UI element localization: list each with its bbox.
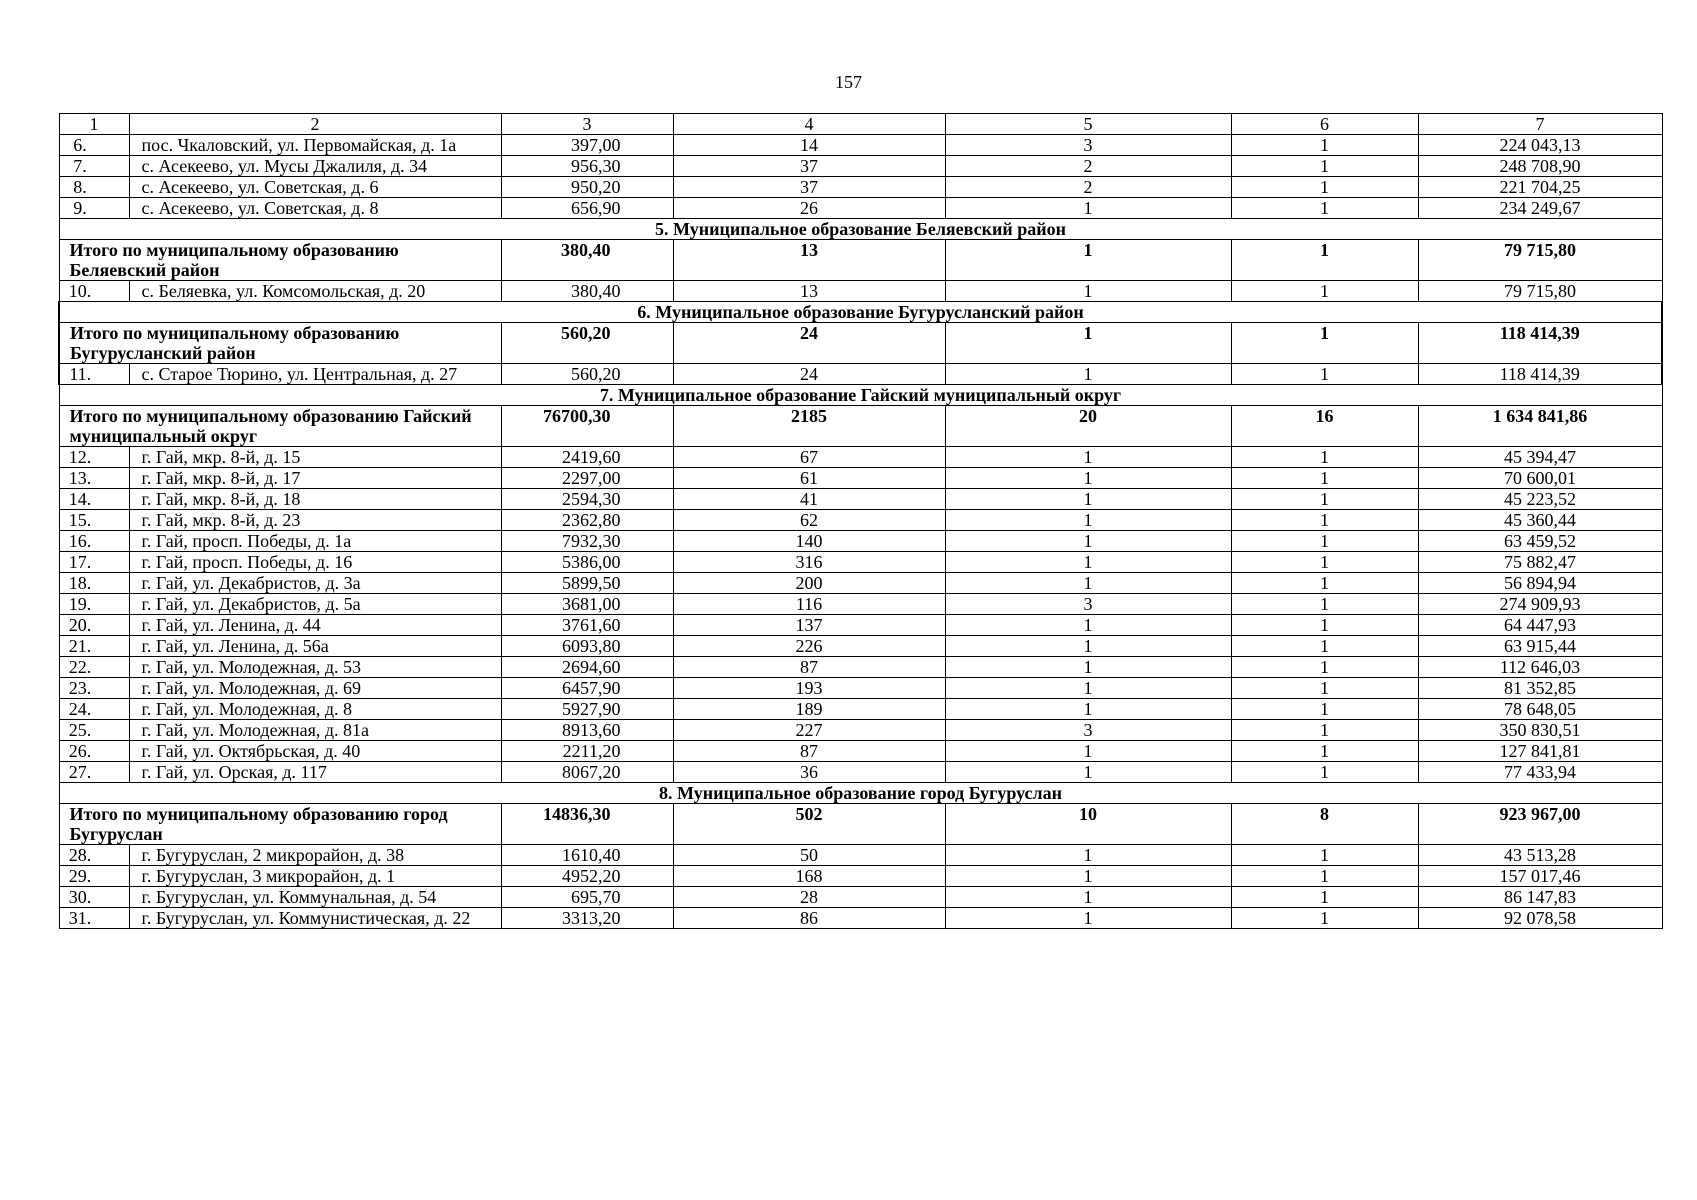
- row-address: г. Гай, ул. Декабристов, д. 3а: [129, 573, 501, 594]
- cell-col6: 1: [1231, 281, 1418, 302]
- cell-col4: 37: [673, 156, 945, 177]
- row-number: 6.: [59, 135, 129, 156]
- row-number: 18.: [59, 573, 129, 594]
- row-address: с. Асекеево, ул. Советская, д. 8: [129, 198, 501, 219]
- row-number: 21.: [59, 636, 129, 657]
- cell-col4: 14: [673, 135, 945, 156]
- cell-col4: 62: [673, 510, 945, 531]
- cell-col4: 116: [673, 594, 945, 615]
- cell-area: 560,20: [501, 323, 673, 364]
- section-header-row: [59, 385, 1662, 406]
- cell-col6: 1: [1231, 177, 1418, 198]
- table-row: [59, 762, 1662, 783]
- cell-area: 2362,80: [501, 510, 673, 531]
- cell-col6: 1: [1231, 845, 1418, 866]
- cell-cost: 234 249,67: [1418, 198, 1662, 219]
- column-number-4: 4: [673, 114, 945, 135]
- cell-col4: 67: [673, 447, 945, 468]
- cell-col4: 189: [673, 699, 945, 720]
- table-row: [59, 866, 1662, 887]
- total-label: Итого по муниципальному образованию Бугурусланский район: [59, 323, 501, 364]
- page-number: 157: [835, 72, 862, 92]
- cell-cost: 118 414,39: [1418, 323, 1662, 364]
- cell-col5: 1: [945, 510, 1231, 531]
- cell-col5: 3: [945, 594, 1231, 615]
- cell-cost: 81 352,85: [1418, 678, 1662, 699]
- cell-cost: 70 600,01: [1418, 468, 1662, 489]
- row-address: г. Гай, просп. Победы, д. 16: [129, 552, 501, 573]
- total-row: [59, 406, 1662, 447]
- cell-cost: 75 882,47: [1418, 552, 1662, 573]
- table-row: [59, 908, 1662, 929]
- section-title: 6. Муниципальное образование Бугурусланский район: [59, 302, 1662, 323]
- cell-cost: 86 147,83: [1418, 887, 1662, 908]
- row-address: с. Асекеево, ул. Советская, д. 6: [129, 177, 501, 198]
- cell-col6: 1: [1231, 678, 1418, 699]
- cell-col5: 20: [945, 406, 1231, 447]
- cell-col4: 168: [673, 866, 945, 887]
- row-address: г. Гай, ул. Молодежная, д. 8: [129, 699, 501, 720]
- row-address: г. Гай, ул. Ленина, д. 44: [129, 615, 501, 636]
- cell-col6: 1: [1231, 866, 1418, 887]
- cell-col4: 41: [673, 489, 945, 510]
- table-row: [59, 177, 1662, 198]
- row-number: 15.: [59, 510, 129, 531]
- cell-col4: 226: [673, 636, 945, 657]
- cell-col4: 26: [673, 198, 945, 219]
- row-number: 30.: [59, 887, 129, 908]
- cell-col5: 1: [945, 615, 1231, 636]
- cell-area: 8067,20: [501, 762, 673, 783]
- cell-col6: 1: [1231, 468, 1418, 489]
- cell-col4: 316: [673, 552, 945, 573]
- section-title: 5. Муниципальное образование Беляевский район: [59, 219, 1662, 240]
- row-number: 29.: [59, 866, 129, 887]
- cell-cost: 56 894,94: [1418, 573, 1662, 594]
- row-number: 26.: [59, 741, 129, 762]
- section-title: 8. Муниципальное образование город Бугуруслан: [59, 783, 1662, 804]
- cell-col5: 1: [945, 845, 1231, 866]
- table-row: [59, 531, 1662, 552]
- cell-col5: 2: [945, 156, 1231, 177]
- cell-col6: 1: [1231, 762, 1418, 783]
- cell-cost: 224 043,13: [1418, 135, 1662, 156]
- table-body: [59, 114, 1662, 929]
- row-number: 9.: [59, 198, 129, 219]
- cell-col6: 1: [1231, 364, 1418, 385]
- cell-cost: 118 414,39: [1418, 364, 1662, 385]
- cell-col5: 3: [945, 135, 1231, 156]
- total-row: [59, 323, 1662, 364]
- cell-cost: 43 513,28: [1418, 845, 1662, 866]
- cell-area: 380,40: [501, 281, 673, 302]
- cell-col4: 200: [673, 573, 945, 594]
- cell-cost: 77 433,94: [1418, 762, 1662, 783]
- cell-col6: 1: [1231, 240, 1418, 281]
- table-row: [59, 678, 1662, 699]
- column-number-3: 3: [501, 114, 673, 135]
- cell-col5: 1: [945, 573, 1231, 594]
- cell-col4: 13: [673, 240, 945, 281]
- cell-area: 1610,40: [501, 845, 673, 866]
- table-row: [59, 741, 1662, 762]
- row-number: 31.: [59, 908, 129, 929]
- row-address: г. Гай, просп. Победы, д. 1а: [129, 531, 501, 552]
- cell-col5: 1: [945, 762, 1231, 783]
- cell-col4: 24: [673, 364, 945, 385]
- cell-area: 956,30: [501, 156, 673, 177]
- cell-area: 3761,60: [501, 615, 673, 636]
- row-address: г. Гай, мкр. 8-й, д. 23: [129, 510, 501, 531]
- row-number: 11.: [59, 364, 129, 385]
- cell-col5: 1: [945, 489, 1231, 510]
- row-address: г. Гай, ул. Молодежная, д. 69: [129, 678, 501, 699]
- cell-col4: 13: [673, 281, 945, 302]
- row-number: 28.: [59, 845, 129, 866]
- cell-col6: 1: [1231, 323, 1418, 364]
- cell-area: 3313,20: [501, 908, 673, 929]
- table-row: [59, 615, 1662, 636]
- row-number: 22.: [59, 657, 129, 678]
- row-address: пос. Чкаловский, ул. Первомайская, д. 1а: [129, 135, 501, 156]
- row-address: г. Бугуруслан, 3 микрорайон, д. 1: [129, 866, 501, 887]
- row-address: г. Гай, мкр. 8-й, д. 15: [129, 447, 501, 468]
- cell-col6: 1: [1231, 594, 1418, 615]
- row-number: 13.: [59, 468, 129, 489]
- cell-col6: 16: [1231, 406, 1418, 447]
- row-address: г. Гай, ул. Октябрьская, д. 40: [129, 741, 501, 762]
- column-number-6: 6: [1231, 114, 1418, 135]
- cell-col4: 37: [673, 177, 945, 198]
- cell-col5: 1: [945, 281, 1231, 302]
- cell-area: 656,90: [501, 198, 673, 219]
- cell-col4: 227: [673, 720, 945, 741]
- cell-col5: 1: [945, 468, 1231, 489]
- cell-col6: 1: [1231, 447, 1418, 468]
- row-address: г. Гай, ул. Ленина, д. 56а: [129, 636, 501, 657]
- cell-area: 5899,50: [501, 573, 673, 594]
- cell-cost: 63 459,52: [1418, 531, 1662, 552]
- cell-cost: 45 360,44: [1418, 510, 1662, 531]
- row-address: г. Бугуруслан, 2 микрорайон, д. 38: [129, 845, 501, 866]
- row-number: 14.: [59, 489, 129, 510]
- row-number: 20.: [59, 615, 129, 636]
- cell-col5: 1: [945, 887, 1231, 908]
- cell-col6: 1: [1231, 531, 1418, 552]
- row-address: г. Гай, ул. Молодежная, д. 81а: [129, 720, 501, 741]
- cell-col5: 1: [945, 447, 1231, 468]
- cell-area: 2419,60: [501, 447, 673, 468]
- cell-col5: 1: [945, 678, 1231, 699]
- table-row: [59, 468, 1662, 489]
- total-label: Итого по муниципальному образованию Гайский муниципальный округ: [59, 406, 501, 447]
- cell-area: 560,20: [501, 364, 673, 385]
- total-label: Итого по муниципальному образованию город Бугуруслан: [59, 804, 501, 845]
- housing-table: [58, 113, 1663, 929]
- table-row: [59, 510, 1662, 531]
- cell-col5: 1: [945, 240, 1231, 281]
- cell-cost: 1 634 841,86: [1418, 406, 1662, 447]
- total-label: Итого по муниципальному образованию Беляевский район: [59, 240, 501, 281]
- cell-col4: 61: [673, 468, 945, 489]
- table-row: [59, 887, 1662, 908]
- cell-cost: 92 078,58: [1418, 908, 1662, 929]
- cell-area: 3681,00: [501, 594, 673, 615]
- cell-col5: 1: [945, 866, 1231, 887]
- row-number: 7.: [59, 156, 129, 177]
- cell-area: 2297,00: [501, 468, 673, 489]
- total-row: [59, 804, 1662, 845]
- cell-col5: 1: [945, 908, 1231, 929]
- column-number-header-row: [59, 114, 1662, 135]
- row-number: 17.: [59, 552, 129, 573]
- cell-col6: 1: [1231, 198, 1418, 219]
- cell-area: 14836,30: [501, 804, 673, 845]
- cell-col6: 8: [1231, 804, 1418, 845]
- table-row: [59, 594, 1662, 615]
- cell-col4: 193: [673, 678, 945, 699]
- cell-col6: 1: [1231, 156, 1418, 177]
- cell-area: 397,00: [501, 135, 673, 156]
- cell-cost: 64 447,93: [1418, 615, 1662, 636]
- cell-cost: 79 715,80: [1418, 240, 1662, 281]
- cell-col4: 140: [673, 531, 945, 552]
- cell-col6: 1: [1231, 573, 1418, 594]
- cell-area: 4952,20: [501, 866, 673, 887]
- cell-col6: 1: [1231, 615, 1418, 636]
- cell-col4: 28: [673, 887, 945, 908]
- cell-col6: 1: [1231, 720, 1418, 741]
- cell-col6: 1: [1231, 489, 1418, 510]
- table-row: [59, 447, 1662, 468]
- cell-col5: 1: [945, 552, 1231, 573]
- cell-col4: 502: [673, 804, 945, 845]
- cell-col5: 1: [945, 364, 1231, 385]
- table-row: [59, 657, 1662, 678]
- cell-col4: 87: [673, 741, 945, 762]
- table-row: [59, 552, 1662, 573]
- cell-col5: 1: [945, 531, 1231, 552]
- cell-col6: 1: [1231, 887, 1418, 908]
- cell-area: 5927,90: [501, 699, 673, 720]
- table-row: [59, 135, 1662, 156]
- row-number: 23.: [59, 678, 129, 699]
- cell-col4: 24: [673, 323, 945, 364]
- column-number-7: 7: [1418, 114, 1662, 135]
- cell-col6: 1: [1231, 135, 1418, 156]
- cell-col5: 1: [945, 657, 1231, 678]
- row-number: 16.: [59, 531, 129, 552]
- cell-col5: 1: [945, 636, 1231, 657]
- cell-col4: 87: [673, 657, 945, 678]
- row-address: г. Гай, мкр. 8-й, д. 18: [129, 489, 501, 510]
- cell-cost: 923 967,00: [1418, 804, 1662, 845]
- section-title: 7. Муниципальное образование Гайский муниципальный округ: [59, 385, 1662, 406]
- cell-col6: 1: [1231, 510, 1418, 531]
- section-header-row: [59, 783, 1662, 804]
- cell-cost: 45 394,47: [1418, 447, 1662, 468]
- table-row: [59, 720, 1662, 741]
- row-address: г. Бугуруслан, ул. Коммунальная, д. 54: [129, 887, 501, 908]
- table-row: [59, 636, 1662, 657]
- cell-col6: 1: [1231, 741, 1418, 762]
- cell-col6: 1: [1231, 636, 1418, 657]
- table-row: [59, 845, 1662, 866]
- cell-col5: 2: [945, 177, 1231, 198]
- table-row: [59, 573, 1662, 594]
- row-number: 25.: [59, 720, 129, 741]
- cell-col5: 1: [945, 741, 1231, 762]
- cell-area: 76700,30: [501, 406, 673, 447]
- section-header-row: [59, 219, 1662, 240]
- column-number-1: 1: [59, 114, 129, 135]
- row-number: 12.: [59, 447, 129, 468]
- row-address: с. Асекеево, ул. Мусы Джалиля, д. 34: [129, 156, 501, 177]
- cell-cost: 248 708,90: [1418, 156, 1662, 177]
- cell-col4: 50: [673, 845, 945, 866]
- row-number: 10.: [59, 281, 129, 302]
- cell-col6: 1: [1231, 699, 1418, 720]
- cell-col5: 10: [945, 804, 1231, 845]
- cell-col4: 86: [673, 908, 945, 929]
- row-address: г. Бугуруслан, ул. Коммунистическая, д. 22: [129, 908, 501, 929]
- cell-area: 695,70: [501, 887, 673, 908]
- cell-cost: 350 830,51: [1418, 720, 1662, 741]
- cell-cost: 127 841,81: [1418, 741, 1662, 762]
- row-address: г. Гай, ул. Орская, д. 117: [129, 762, 501, 783]
- cell-col5: 3: [945, 720, 1231, 741]
- row-number: 19.: [59, 594, 129, 615]
- cell-cost: 63 915,44: [1418, 636, 1662, 657]
- row-number: 24.: [59, 699, 129, 720]
- cell-col5: 1: [945, 198, 1231, 219]
- table-row: [59, 364, 1662, 385]
- row-address: с. Старое Тюрино, ул. Центральная, д. 27: [129, 364, 501, 385]
- table-row: [59, 198, 1662, 219]
- column-number-2: 2: [129, 114, 501, 135]
- column-number-5: 5: [945, 114, 1231, 135]
- cell-area: 2694,60: [501, 657, 673, 678]
- cell-col5: 1: [945, 699, 1231, 720]
- table-row: [59, 699, 1662, 720]
- cell-col4: 36: [673, 762, 945, 783]
- table-row: [59, 281, 1662, 302]
- total-row: [59, 240, 1662, 281]
- cell-area: 950,20: [501, 177, 673, 198]
- cell-cost: 79 715,80: [1418, 281, 1662, 302]
- cell-area: 6457,90: [501, 678, 673, 699]
- cell-col5: 1: [945, 323, 1231, 364]
- cell-cost: 78 648,05: [1418, 699, 1662, 720]
- row-number: 8.: [59, 177, 129, 198]
- row-address: г. Гай, ул. Молодежная, д. 53: [129, 657, 501, 678]
- table-row: [59, 156, 1662, 177]
- row-address: г. Гай, мкр. 8-й, д. 17: [129, 468, 501, 489]
- cell-cost: 157 017,46: [1418, 866, 1662, 887]
- cell-area: 6093,80: [501, 636, 673, 657]
- cell-cost: 45 223,52: [1418, 489, 1662, 510]
- cell-cost: 274 909,93: [1418, 594, 1662, 615]
- cell-cost: 112 646,03: [1418, 657, 1662, 678]
- row-number: 27.: [59, 762, 129, 783]
- cell-area: 2211,20: [501, 741, 673, 762]
- cell-col4: 137: [673, 615, 945, 636]
- cell-cost: 221 704,25: [1418, 177, 1662, 198]
- cell-area: 8913,60: [501, 720, 673, 741]
- cell-col6: 1: [1231, 657, 1418, 678]
- cell-col6: 1: [1231, 908, 1418, 929]
- section-header-row: [59, 302, 1662, 323]
- row-address: г. Гай, ул. Декабристов, д. 5а: [129, 594, 501, 615]
- cell-area: 380,40: [501, 240, 673, 281]
- cell-col4: 2185: [673, 406, 945, 447]
- table-row: [59, 489, 1662, 510]
- cell-area: 2594,30: [501, 489, 673, 510]
- cell-area: 5386,00: [501, 552, 673, 573]
- cell-col6: 1: [1231, 552, 1418, 573]
- cell-area: 7932,30: [501, 531, 673, 552]
- row-address: с. Беляевка, ул. Комсомольская, д. 20: [129, 281, 501, 302]
